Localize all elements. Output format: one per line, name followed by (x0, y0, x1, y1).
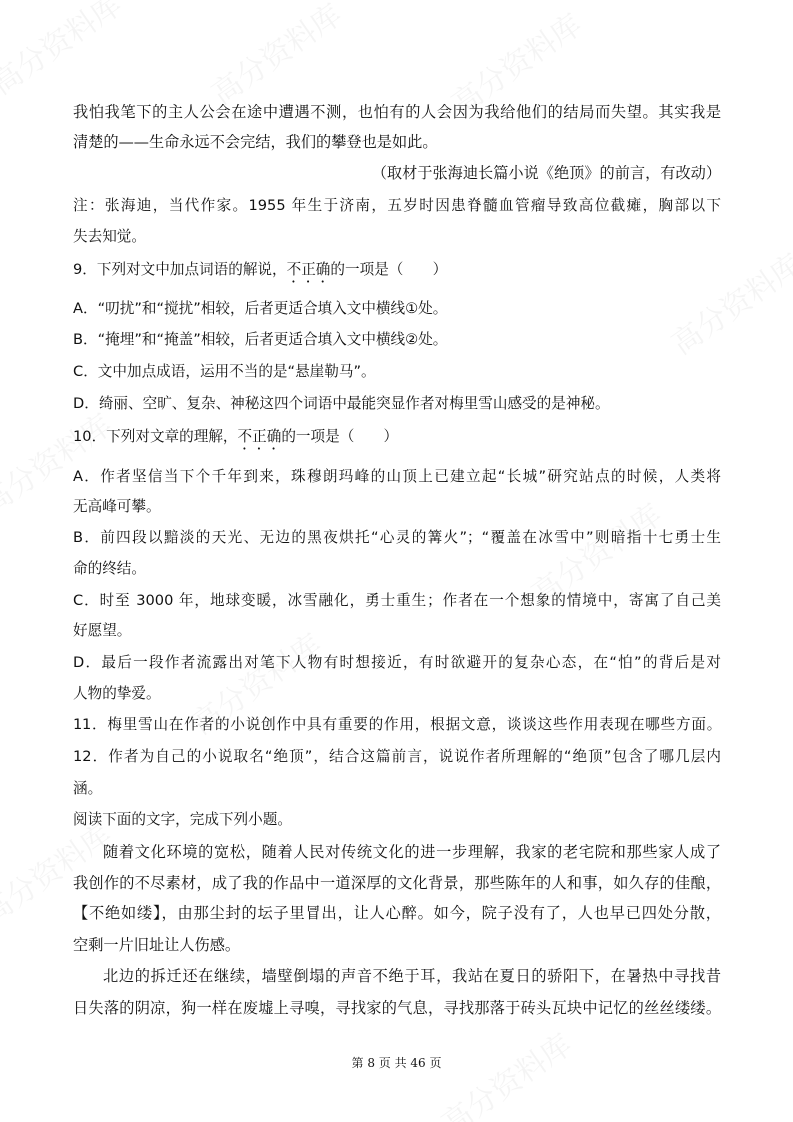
passage-line: 【不绝如缕】，由那尘封的坛子里冒出，让人心醉。如今，院子没有了，人也早已四处分散， (73, 904, 721, 922)
question-text: 的一项是（ ） (330, 261, 448, 278)
emphasized-text: 不正确 (286, 261, 331, 278)
passage-line: 随着文化环境的宽松，随着人民对传统文化的进一步理解，我家的老宅院和那些家人成了 (103, 843, 721, 861)
q10-option-a-cont: 无高峰可攀。 (73, 498, 161, 515)
q10-option-b-cont: 命的终结。 (73, 560, 146, 577)
q9-option-d: D．绮丽、空旷、复杂、神秘这四个词语中最能突显作者对梅里雪山感受的是神秘。 (73, 395, 610, 412)
question-12: 12．作者为自己的小说取名“绝顶”，结合这篇前言，说说作者所理解的“绝顶”包含了哪几层内 (73, 748, 721, 765)
watermark (431, 1021, 579, 1122)
source-citation: （取材于张海迪长篇小说《绝顶》的前言，有改动） (371, 164, 721, 182)
q10-option-d-cont: 人物的挚爱。 (73, 685, 161, 702)
q10-option-c-cont: 好愿望。 (73, 622, 132, 639)
q9-option-b: B．“掩埋”和“掩盖”相较，后者更适合填入文中横线②处。 (73, 331, 448, 348)
watermark (0, 0, 129, 103)
question-text: 9．下列对文中加点词语的解说， (73, 261, 287, 278)
emphasized-text: 不正确 (237, 428, 282, 445)
question-12-cont: 涵。 (73, 780, 103, 797)
q10-option-a: A．作者坚信当下个千年到来，珠穆朗玛峰的山顶上已建立起“长城”研究站点的时候，人类将 (73, 468, 721, 485)
passage-line: 清楚的——生命永远不会完结，我们的攀登也是如此。 (73, 133, 438, 151)
note-line: 注：张海迪，当代作家。1955 年生于济南，五岁时因患脊髓血管瘤导致高位截瘫，胸部以下 (73, 197, 721, 214)
passage-line: 我怕我笔下的主人公会在途中遭遇不测，也怕有的人会因为我给他们的结局而失望。其实我是 (73, 103, 721, 121)
question-9 (73, 260, 721, 286)
note-line: 失去知觉。 (73, 228, 146, 245)
question-10 (73, 427, 721, 453)
question-text: 的一项是（ ） (281, 428, 399, 445)
question-11: 11．梅里雪山在作者的小说创作中具有重要的作用，根据文意，谈谈这些作用表现在哪些方面。 (73, 716, 721, 733)
q10-option-b: B．前四段以黯淡的天光、无边的黑夜烘托“心灵的篝火”；“覆盖在冰雪中”则暗指十七勇士生 (73, 529, 721, 546)
passage-line: 北边的拆迁还在继续，墙壁倒塌的声音不绝于耳，我站在夏日的骄阳下，在暑热中寻找昔 (103, 967, 721, 985)
watermark (201, 0, 349, 113)
question-text: 10．下列对文章的理解， (73, 428, 238, 445)
reading-instruction: 阅读下面的文字，完成下列小题。 (73, 811, 292, 828)
q9-option-a: A．“叨扰”和“搅扰”相较，后者更适合填入文中横线①处。 (73, 300, 448, 317)
passage-line: 我创作的不尽素材，成了我的作品中一道深厚的文化背景，那些陈年的人和事，如久存的佳酿， (73, 874, 721, 892)
q10-option-d: D．最后一段作者流露出对笔下人物有时想接近，有时欲避开的复杂心态，在“怕”的背后是对 (73, 654, 721, 671)
q9-option-c: C．文中加点成语，运用不当的是“悬崖勒马”。 (73, 363, 376, 380)
passage-line: 空剩一片旧址让人伤感。 (73, 936, 241, 954)
q10-option-c: C．时至 3000 年，地球变暖，冰雪融化，勇士重生；作者在一个想象的情境中，寄寓了自己美 (73, 592, 721, 609)
passage-line: 日失落的阴凉，狗一样在废墟上寻嗅，寻找家的气息，寻找那落于砖头瓦块中记忆的丝丝缕缕。 (73, 999, 721, 1017)
page-footer: 第 8 页 共 46 页 (351, 1056, 442, 1070)
